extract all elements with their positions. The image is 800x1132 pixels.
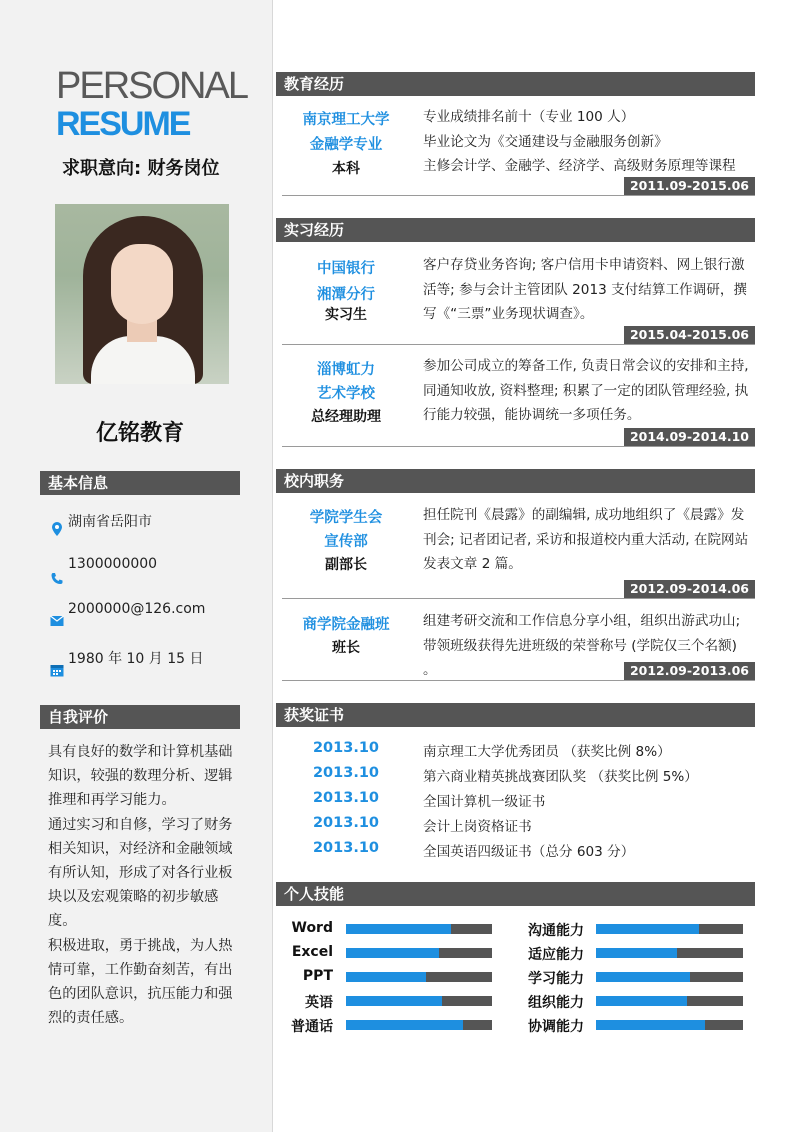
campus-org: 学院学生会: [309, 510, 383, 526]
skill-bar: [596, 972, 743, 982]
skills-header: 个人技能: [276, 882, 755, 906]
skill-label: Word: [291, 920, 333, 936]
skill-bar: [596, 924, 743, 934]
location-icon: [50, 521, 64, 535]
campus-date: 2012.09-2014.06: [624, 580, 755, 598]
skill-bar: [596, 948, 743, 958]
edu-line: 毕业论文为《交通建设与金融服务创新》: [423, 133, 668, 150]
intern-role: 实习生: [325, 307, 367, 323]
mail-icon: [50, 615, 64, 629]
self-eval-line: 积极进取，勇于挑战，为人热情可靠，工作勤奋刻苦，有出色的团队意识，抗压能力和强烈的责任感。: [48, 937, 233, 1027]
intern-date: 2014.09-2014.10: [624, 428, 755, 446]
phone-icon: [50, 572, 64, 586]
intern-role: 总经理助理: [311, 409, 381, 425]
self-eval-text: [48, 740, 244, 1030]
skill-label: PPT: [302, 968, 333, 984]
divider: [282, 680, 755, 681]
skill-bar: [346, 972, 492, 982]
skill-bar-fill: [596, 948, 677, 958]
edu-school: 南京理工大学: [302, 112, 390, 128]
skill-bar: [596, 996, 743, 1006]
divider: [282, 344, 755, 345]
edu-line: 专业成绩排名前十（专业 100 人）: [423, 109, 635, 125]
intern-date: 2015.04-2015.06: [624, 326, 755, 344]
award-name: 第六商业精英挑战赛团队奖 （获奖比例 5%）: [423, 769, 698, 785]
award-date: 2013.10: [312, 765, 380, 781]
skill-bar-fill: [346, 948, 439, 958]
award-name: 会计上岗资格证书: [423, 819, 532, 835]
intern-desc: 客户存贷业务咨询; 客户信用卡申请资料、网上银行激活等; 参与会计主管团队 2013 支付结算工作调研，撰写《“三票”业务现状调查》。: [423, 257, 748, 322]
intern-desc: 参加公司成立的筹备工作, 负责日常会议的安排和主持, 同通知收放, 资料整理; 积累了一定的团队管理经验, 执行能力较强，能协调统一多项任务。: [423, 358, 749, 423]
self-eval-line: 通过实习和自修，学习了财务相关知识，对经济和金融领域有所认知，形成了对各行业板块以及宏观策略的初步敏感度。: [48, 816, 233, 930]
skill-label: Excel: [291, 944, 333, 960]
email-text: 2000000@126.com: [68, 601, 206, 617]
skill-bar-fill: [346, 1020, 463, 1030]
info-birthday: [50, 648, 204, 668]
skill-bar: [346, 1020, 492, 1030]
campus-header: 校内职务: [276, 469, 755, 493]
info-location: [50, 511, 152, 531]
skill-bar-fill: [346, 924, 451, 934]
skill-label: 普通话: [291, 1019, 333, 1035]
campus-desc: 担任院刊《晨露》的副编辑, 成功地组织了《晨露》发刊会; 记者团记者, 采访和报道校内重大活动, 在院网站发表文章 2 篇。: [423, 507, 749, 572]
campus-desc: 组建考研交流和工作信息分享小组，组织出游武功山; 带领班级获得先进班级的荣誉称号 (学院仅三个名额) 。: [423, 613, 741, 678]
resume-title-resume: RESUME: [56, 105, 190, 143]
campus-role: 班长: [332, 640, 360, 656]
skill-bar-fill: [596, 996, 687, 1006]
info-email: [50, 601, 205, 617]
edu-date: 2011.09-2015.06: [624, 177, 755, 195]
phone-text: 1300000000: [68, 556, 158, 572]
award-name: 南京理工大学优秀团员 （获奖比例 8%）: [423, 744, 671, 760]
skill-label: 沟通能力: [528, 923, 584, 939]
skill-bar-fill: [346, 972, 426, 982]
skill-bar: [596, 1020, 743, 1030]
basic-info-header: 基本信息: [40, 471, 240, 495]
info-phone: [50, 556, 157, 572]
location-text: 湖南省岳阳市: [68, 514, 152, 530]
resume-title-personal: PERSONAL: [56, 65, 247, 107]
campus-dept: 宣传部: [324, 534, 368, 550]
profile-photo: [55, 204, 229, 384]
campus-org: 商学院金融班: [302, 617, 390, 633]
self-eval-header: 自我评价: [40, 705, 240, 729]
skill-bar-fill: [596, 924, 699, 934]
campus-date: 2012.09-2013.06: [624, 662, 755, 680]
intern-org: 中国银行: [317, 261, 375, 277]
edu-degree: 本科: [332, 161, 360, 177]
intern-branch: 艺术学校: [317, 386, 375, 402]
award-date: 2013.10: [312, 740, 380, 756]
award-name: 全国计算机一级证书: [423, 794, 546, 810]
brand-name: 亿铭教育: [96, 421, 185, 446]
skill-bar-fill: [596, 972, 690, 982]
skill-label: 组织能力: [528, 995, 584, 1011]
internship-header: 实习经历: [276, 218, 755, 242]
skill-label: 协调能力: [528, 1019, 584, 1035]
skill-bar-fill: [596, 1020, 705, 1030]
calendar-icon: [50, 663, 64, 677]
awards-header: 获奖证书: [276, 703, 755, 727]
self-eval-line: 具有良好的数学和计算机基础知识，较强的数理分析、逻辑推理和再学习能力。: [48, 744, 233, 809]
skill-bar-fill: [346, 996, 442, 1006]
skill-label: 适应能力: [528, 947, 584, 963]
skill-bar: [346, 924, 492, 934]
award-date: 2013.10: [312, 790, 380, 806]
birthday-text: 1980 年 10 月 15 日: [68, 651, 204, 667]
education-header: 教育经历: [276, 72, 755, 96]
award-date: 2013.10: [312, 815, 380, 831]
edu-desc: [423, 105, 753, 179]
skill-bar: [346, 996, 492, 1006]
award-date: 2013.10: [312, 840, 380, 856]
intern-org: 淄博虹力: [317, 362, 375, 378]
edu-major: 金融学专业: [309, 137, 383, 153]
skill-bar: [346, 948, 492, 958]
divider: [282, 195, 755, 196]
job-target: 求职意向: 财务岗位: [62, 158, 220, 179]
divider: [282, 446, 755, 447]
skill-label: 英语: [305, 995, 333, 1011]
intern-branch: 湘潭分行: [317, 287, 375, 303]
award-name: 全国英语四级证书（总分 603 分）: [423, 844, 635, 860]
skill-label: 学习能力: [528, 971, 584, 987]
divider: [282, 598, 755, 599]
campus-role: 副部长: [325, 557, 367, 573]
edu-line: 主修会计学、金融学、经济学、高级财务原理等课程: [423, 158, 736, 174]
